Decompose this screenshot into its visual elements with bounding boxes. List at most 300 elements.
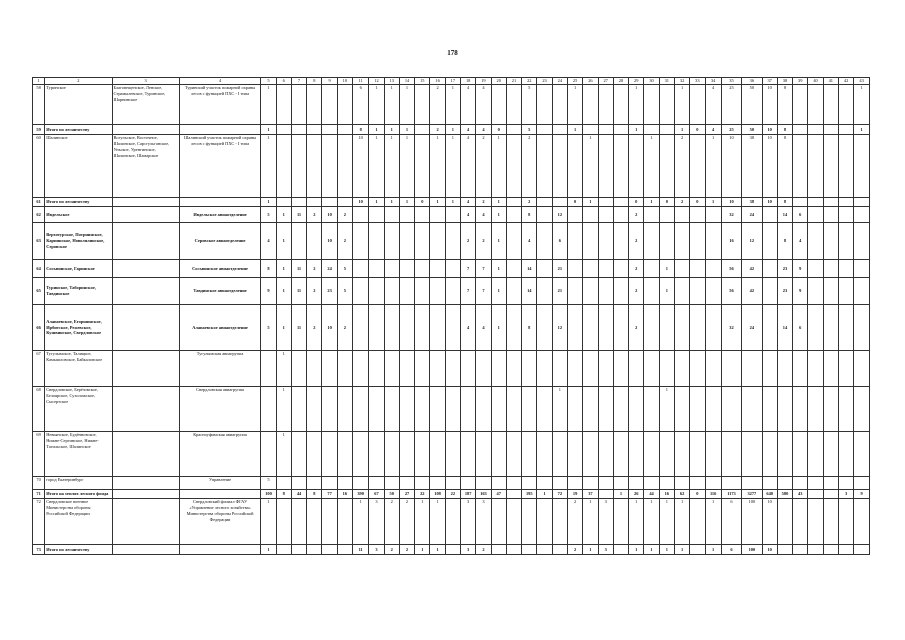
value-cell [291, 135, 306, 198]
value-cell: 0 [629, 198, 644, 207]
value-cell [506, 432, 521, 477]
value-cell [567, 135, 582, 198]
value-cell [629, 432, 644, 477]
value-cell [838, 260, 853, 278]
value-cell [613, 477, 628, 490]
value-cell: 10 [353, 135, 369, 198]
value-cell [291, 198, 306, 207]
value-cell [337, 85, 352, 125]
value-cell [705, 305, 721, 351]
value-cell [369, 278, 384, 305]
value-cell [506, 490, 521, 499]
value-cell: 14 [522, 260, 537, 278]
value-cell: 42 [742, 260, 762, 278]
value-cell [399, 305, 414, 351]
value-cell [261, 351, 276, 387]
value-cell [415, 223, 430, 260]
value-cell [598, 490, 613, 499]
column-number: 35 [721, 78, 741, 85]
value-cell [384, 387, 399, 432]
value-cell [808, 477, 823, 490]
total-row [33, 490, 870, 499]
value-cell [659, 223, 674, 260]
value-cell [537, 432, 552, 477]
value-cell: 5 [337, 260, 352, 278]
value-cell [583, 207, 598, 223]
district-names: Благовещенское, Ленское, Страмылевское, Туринское, Шарнинское [112, 85, 179, 125]
value-cell [353, 432, 369, 477]
value-cell: 3 [838, 490, 853, 499]
column-number: 40 [808, 78, 823, 85]
value-cell: 2 [567, 545, 582, 555]
value-cell: 26 [629, 490, 644, 499]
value-cell [369, 432, 384, 477]
value-cell: 2 [629, 278, 644, 305]
total-row [33, 545, 870, 555]
district-names [112, 477, 179, 490]
value-cell [567, 305, 582, 351]
value-cell [337, 198, 352, 207]
district-names [112, 223, 179, 260]
total-row [33, 223, 870, 260]
row-number: 69 [33, 432, 45, 477]
row-number: 66 [33, 305, 45, 351]
value-cell [823, 125, 838, 135]
value-cell [276, 85, 291, 125]
value-cell [690, 545, 705, 555]
value-cell: 2 [674, 135, 689, 198]
value-cell: 10 [322, 223, 337, 260]
value-cell [537, 351, 552, 387]
column-number: 29 [629, 78, 644, 85]
district-names [112, 198, 179, 207]
value-cell [838, 499, 853, 545]
value-cell [384, 223, 399, 260]
value-cell [430, 387, 445, 432]
value-cell [823, 223, 838, 260]
value-cell [399, 223, 414, 260]
column-number: 1 [33, 78, 45, 85]
value-cell [762, 432, 777, 477]
value-cell [838, 223, 853, 260]
district-names [112, 387, 179, 432]
value-cell [838, 85, 853, 125]
value-cell [307, 432, 322, 477]
value-cell [445, 351, 460, 387]
value-cell: 1 [491, 135, 506, 198]
value-cell [291, 223, 306, 260]
value-cell [491, 432, 506, 477]
value-cell [613, 387, 628, 432]
value-cell [291, 387, 306, 432]
row-number: 67 [33, 351, 45, 387]
value-cell: 9 [793, 260, 808, 278]
value-cell [445, 477, 460, 490]
value-cell [674, 432, 689, 477]
value-cell [491, 387, 506, 432]
value-cell [854, 351, 870, 387]
table-row [33, 85, 870, 125]
value-cell: 2 [307, 260, 322, 278]
value-cell [808, 278, 823, 305]
value-cell [322, 135, 337, 198]
value-cell [430, 278, 445, 305]
value-cell: 12 [552, 207, 567, 223]
value-cell [430, 207, 445, 223]
value-cell [598, 207, 613, 223]
value-cell [613, 85, 628, 125]
value-cell: 24 [742, 305, 762, 351]
value-cell: 2 [476, 135, 491, 198]
row-number: 60 [33, 135, 45, 198]
value-cell [567, 432, 582, 477]
value-cell: 2 [629, 223, 644, 260]
value-cell: 640 [762, 490, 777, 499]
value-cell: 163 [476, 490, 491, 499]
value-cell [430, 305, 445, 351]
value-cell [276, 499, 291, 545]
value-cell: 2 [307, 278, 322, 305]
value-cell [808, 223, 823, 260]
value-cell: 14 [522, 278, 537, 305]
value-cell [793, 477, 808, 490]
column-number: 18 [461, 78, 476, 85]
value-cell: 390 [353, 490, 369, 499]
value-cell [808, 135, 823, 198]
district-names [112, 305, 179, 351]
value-cell [337, 545, 352, 555]
forestry-name: город Екатеринбург [45, 477, 112, 490]
value-cell [674, 207, 689, 223]
value-cell [823, 85, 838, 125]
value-cell [461, 351, 476, 387]
value-cell [598, 305, 613, 351]
total-row [33, 207, 870, 223]
value-cell [644, 387, 659, 432]
row-number: 64 [33, 260, 45, 278]
value-cell [430, 223, 445, 260]
value-cell: 4 [461, 85, 476, 125]
value-cell [777, 477, 792, 490]
unit-name: Красноуфимская авиагруппа [179, 432, 261, 477]
value-cell [705, 387, 721, 432]
value-cell [291, 432, 306, 477]
value-cell [567, 477, 582, 490]
district-names [112, 499, 179, 545]
value-cell [461, 477, 476, 490]
row-number: 70 [33, 477, 45, 490]
value-cell [537, 477, 552, 490]
column-number: 32 [674, 78, 689, 85]
value-cell: 25 [721, 85, 741, 125]
value-cell [415, 305, 430, 351]
value-cell [322, 545, 337, 555]
column-number: 38 [777, 78, 792, 85]
value-cell [613, 207, 628, 223]
value-cell [461, 387, 476, 432]
value-cell: 1 [705, 198, 721, 207]
value-cell [762, 351, 777, 387]
unit-name: Серовское авиаотделение [179, 223, 261, 260]
value-cell: 10 [721, 135, 741, 198]
value-cell: 4 [476, 125, 491, 135]
value-cell: 1 [583, 198, 598, 207]
value-cell [353, 278, 369, 305]
value-cell [583, 305, 598, 351]
value-cell [690, 223, 705, 260]
value-cell [399, 477, 414, 490]
value-cell: 1 [261, 499, 276, 545]
value-cell: 100 [261, 490, 276, 499]
value-cell [793, 85, 808, 125]
value-cell: 16 [721, 223, 741, 260]
value-cell: 8 [777, 223, 792, 260]
value-cell [762, 260, 777, 278]
column-number: 43 [854, 78, 870, 85]
value-cell [583, 125, 598, 135]
value-cell [762, 305, 777, 351]
value-cell [415, 387, 430, 432]
value-cell [552, 135, 567, 198]
value-cell [690, 260, 705, 278]
value-cell [659, 477, 674, 490]
value-cell: 2 [337, 207, 352, 223]
value-cell [506, 351, 521, 387]
value-cell: 6 [793, 305, 808, 351]
column-number: 20 [491, 78, 506, 85]
value-cell [291, 477, 306, 490]
value-cell [598, 260, 613, 278]
forestry-name: Туринское, Таборинское, Тавдинское [45, 278, 112, 305]
value-cell: 44 [291, 490, 306, 499]
value-cell [823, 387, 838, 432]
value-cell: 1 [644, 198, 659, 207]
row-number: 62 [33, 207, 45, 223]
value-cell [808, 545, 823, 555]
value-cell: 10 [721, 198, 741, 207]
value-cell [399, 351, 414, 387]
value-cell: 1 [491, 207, 506, 223]
value-cell [552, 85, 567, 125]
value-cell: 1 [491, 278, 506, 305]
value-cell [276, 135, 291, 198]
value-cell [598, 387, 613, 432]
value-cell [461, 432, 476, 477]
unit-name: Тавдинское авиаотделение [179, 278, 261, 305]
column-number: 17 [445, 78, 460, 85]
value-cell [838, 477, 853, 490]
value-cell: 580 [777, 490, 792, 499]
value-cell [838, 432, 853, 477]
district-names [112, 125, 179, 135]
value-cell [742, 477, 762, 490]
value-cell: 4 [476, 207, 491, 223]
value-cell: 116 [705, 490, 721, 499]
value-cell [674, 387, 689, 432]
value-cell [674, 351, 689, 387]
value-cell: 8 [307, 490, 322, 499]
column-number: 21 [506, 78, 521, 85]
value-cell: 11 [353, 545, 369, 555]
forestry-name: Сосьвинское, Гаринское [45, 260, 112, 278]
value-cell: 1 [583, 545, 598, 555]
forestry-name: Ивдельское [45, 207, 112, 223]
value-cell [322, 499, 337, 545]
row-number: 65 [33, 278, 45, 305]
value-cell: 1 [674, 545, 689, 555]
value-cell [369, 387, 384, 432]
column-number: 33 [690, 78, 705, 85]
value-cell [307, 499, 322, 545]
value-cell: 3 [461, 545, 476, 555]
unit-name [179, 125, 261, 135]
value-cell [659, 85, 674, 125]
value-cell [762, 223, 777, 260]
value-cell: 8 [522, 305, 537, 351]
value-cell [838, 135, 853, 198]
column-number: 28 [613, 78, 628, 85]
value-cell: 3 [598, 499, 613, 545]
value-cell: 1 [384, 135, 399, 198]
value-cell [793, 387, 808, 432]
value-cell: 1 [644, 135, 659, 198]
value-cell [613, 432, 628, 477]
value-cell [384, 351, 399, 387]
value-cell: 2 [476, 198, 491, 207]
value-cell: 1 [567, 125, 582, 135]
value-cell [808, 85, 823, 125]
column-number: 4 [179, 78, 261, 85]
value-cell [491, 545, 506, 555]
column-number: 26 [583, 78, 598, 85]
value-cell: 1 [854, 85, 870, 125]
value-cell [476, 351, 491, 387]
value-cell: 1 [674, 85, 689, 125]
value-cell: 5 [261, 207, 276, 223]
value-cell: 1 [491, 260, 506, 278]
value-cell [613, 351, 628, 387]
value-cell: 1 [583, 135, 598, 198]
value-cell [838, 545, 853, 555]
value-cell [838, 125, 853, 135]
value-cell [705, 477, 721, 490]
value-cell [659, 207, 674, 223]
value-cell: 3 [476, 499, 491, 545]
value-cell: 4 [522, 223, 537, 260]
value-cell: 1 [491, 223, 506, 260]
unit-name: Сосьвинское авиаотделение [179, 260, 261, 278]
value-cell: 1 [445, 85, 460, 125]
value-cell [276, 477, 291, 490]
value-cell: 19 [567, 490, 582, 499]
column-number: 5 [261, 78, 276, 85]
total-row [33, 260, 870, 278]
value-cell [384, 305, 399, 351]
value-cell: 1 [583, 499, 598, 545]
value-cell: 1 [854, 125, 870, 135]
value-cell [690, 305, 705, 351]
value-cell [644, 432, 659, 477]
value-cell: 108 [430, 490, 445, 499]
forestry-name: Итого по лесничеству [45, 125, 112, 135]
value-cell: 2 [629, 207, 644, 223]
value-cell: 27 [399, 490, 414, 499]
value-cell [567, 207, 582, 223]
value-cell [838, 387, 853, 432]
table-row [33, 135, 870, 198]
unit-name [179, 545, 261, 555]
value-cell: 4 [705, 85, 721, 125]
value-cell [506, 207, 521, 223]
value-cell [491, 85, 506, 125]
value-cell [537, 85, 552, 125]
value-cell: 2 [567, 499, 582, 545]
value-cell [762, 207, 777, 223]
value-cell: 7 [461, 278, 476, 305]
value-cell [506, 545, 521, 555]
value-cell [854, 387, 870, 432]
value-cell [674, 305, 689, 351]
value-cell: 2 [476, 223, 491, 260]
value-cell [399, 207, 414, 223]
value-cell [690, 135, 705, 198]
value-cell [838, 351, 853, 387]
district-names [112, 260, 179, 278]
value-cell [598, 85, 613, 125]
value-cell [552, 432, 567, 477]
value-cell: 21 [552, 260, 567, 278]
value-cell [384, 432, 399, 477]
table-row [33, 387, 870, 432]
value-cell [823, 260, 838, 278]
value-cell: 50 [384, 490, 399, 499]
value-cell: 1 [629, 125, 644, 135]
value-cell: 1 [384, 125, 399, 135]
value-cell [369, 260, 384, 278]
value-cell: 10 [762, 85, 777, 125]
forestry-name: Алапаевское, Егоршинское, Ирбитское, Режевское, Кушвинское, Свердловское [45, 305, 112, 351]
value-cell [705, 432, 721, 477]
value-cell [506, 260, 521, 278]
value-cell [598, 432, 613, 477]
value-cell [291, 351, 306, 387]
value-cell: 5 [522, 85, 537, 125]
value-cell [777, 545, 792, 555]
value-cell [353, 260, 369, 278]
value-cell: 0 [690, 125, 705, 135]
value-cell [583, 477, 598, 490]
value-cell: 38 [742, 135, 762, 198]
value-cell [506, 198, 521, 207]
value-cell [307, 387, 322, 432]
value-cell: 2 [522, 198, 537, 207]
forestry-name: Итого по лесничеству [45, 545, 112, 555]
value-cell: 4 [476, 305, 491, 351]
value-cell: 6 [721, 545, 741, 555]
value-cell: 77 [322, 490, 337, 499]
value-cell [644, 351, 659, 387]
value-cell: 100 [742, 499, 762, 545]
value-cell: 1 [369, 125, 384, 135]
value-cell [808, 351, 823, 387]
value-cell [476, 432, 491, 477]
value-cell: 2 [461, 223, 476, 260]
value-cell: 1 [369, 135, 384, 198]
table-row [33, 351, 870, 387]
value-cell [598, 198, 613, 207]
value-cell: 8 [276, 490, 291, 499]
value-cell: 1 [659, 545, 674, 555]
